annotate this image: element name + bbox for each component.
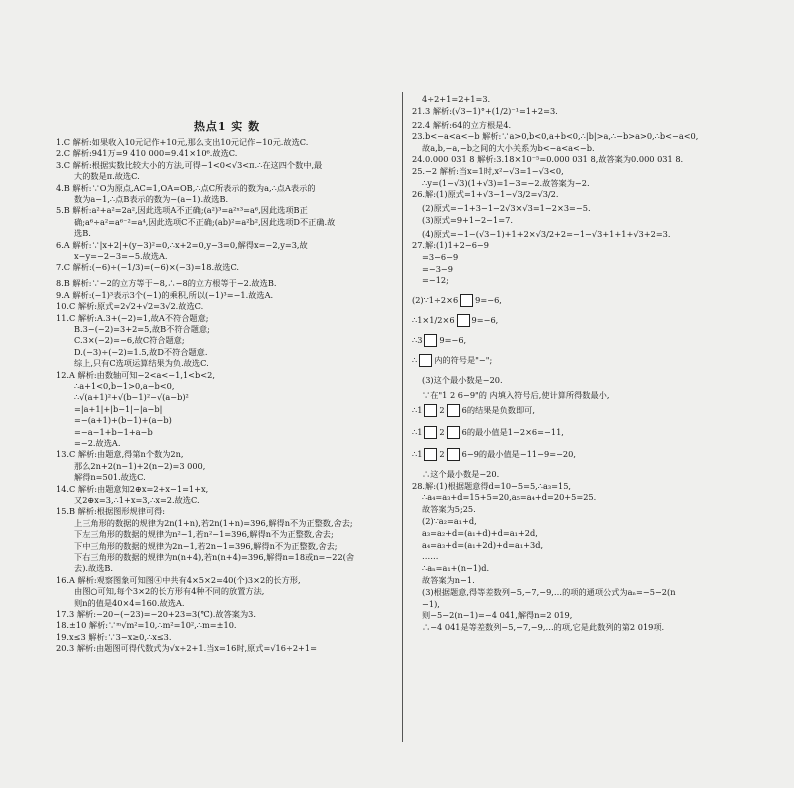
expr-text: ∴1 [412, 404, 423, 415]
box-expression-line [412, 447, 576, 462]
right-text-line: 故a,b,−a,−b之间的大小关系为b<−a<a<−b. [422, 142, 595, 153]
right-text-line: =3−6−9 [422, 252, 459, 262]
left-text-line: 8.B 解析:∵−2的立方等于−8,∴−8的立方根等于−2.故选B. [56, 278, 277, 289]
left-text-line: B.3−(−2)=3+2=5,故B不符合题意; [74, 324, 210, 334]
left-text-line: 4.B 解析:∵O为原点,AC=1,OA=OB,∴点C所表示的数为a,∴点A表示的 [56, 182, 316, 193]
left-text-line: 由图○可知,每个3×2的长方形有4种不同的放置方法, [74, 586, 265, 597]
right-text-line: …… [422, 551, 439, 562]
left-text-line: 下中三角形的数据的规律为2n−1,若2n−1=396,解得n不为正整数,舍去; [74, 540, 338, 551]
right-text-line: a₃=a₂+d=(a₁+d)+d=a₁+2d, [422, 527, 538, 538]
right-text-line: ∴a₄=a₃+d=15+5=20,a₅=a₄+d=20+5=25. [422, 492, 597, 503]
right-text-line: 故答案为n−1. [422, 575, 475, 585]
blank-box [424, 334, 437, 347]
right-text-line: (3)根据题意,得等差数列−5,−7,−9,…的项的通项公式为aₙ=−5−2(n [422, 586, 676, 597]
box-expression-line [412, 425, 564, 440]
expr-text: 9=−6, [471, 314, 499, 325]
left-text-line: 又2⊕x=3,∴1+x=3,∴x=2.故选C. [74, 495, 200, 505]
box-expression-line [412, 313, 498, 328]
right-text-line: 4÷2+1=2+1=3. [422, 94, 491, 104]
expr-text: 6的结果是负数即可, [461, 404, 535, 415]
right-text-line: 25.−2 解析:当x=1时,x²−√3=1−√3<0, [412, 166, 564, 176]
right-text-line: 24.0.000 031 8 解析:3.18×10⁻⁵=0.000 031 8,故答案为0.000 031 8. [412, 154, 684, 165]
right-text-line: 26.解:(1)原式=1+√3−1−√3/2=√3/2. [412, 189, 559, 200]
left-text-line: 下左三角形的数据的规律为n²−1,若n²−1=396,解得n不为正整数,舍去; [74, 529, 334, 540]
left-text-line: x−y=−2−3=−5.故选A. [74, 251, 168, 261]
left-text-line: ∴√(a+1)²+√(b−1)²−√(a−b)² [74, 392, 189, 403]
expr-text: ∴ [412, 354, 418, 365]
expr-text: (2)∵1÷2×6 [412, 294, 459, 305]
left-text-line: 13.C 解析:由题意,得第n个数为2n, [56, 449, 184, 460]
section-title: 热点1 实 数 [193, 120, 261, 133]
left-text-line: 2.C 解析:941万=9 410 000=9.41×10⁶.故选C. [56, 148, 238, 159]
right-text-line: 则−5−2(n−1)=−4 041,解得n=2 019, [422, 610, 573, 621]
left-text-line: 18.±10 解析:∵ᵐ√m²=10,∴m²=10²,∴m=±10. [56, 620, 237, 631]
left-text-line: 20.3 解析:由题图可得代数式为√x÷2+1.当x=16时,原式=√16÷2+1= [56, 643, 317, 654]
right-text-line: =−3−9 [422, 263, 453, 274]
left-text-line: 5.B 解析:a²+a²=2a²,因此选项A不正确;(a²)³=a²ˣ³=a⁶,因此选项B正 [56, 205, 308, 216]
blank-box [419, 354, 432, 367]
blank-box [447, 404, 460, 417]
expr-text: ∴1 [412, 426, 423, 437]
left-text-line: 上三角形的数据的规律为2n(1+n),若2n(1+n)=396,解得n不为正整数,舍去; [74, 517, 353, 528]
left-text-line: 9.A 解析:(−1)³表示3个(−1)的乘积,所以(−1)³=−1.故选A. [56, 289, 274, 300]
expr-text: 6−9的最小值是−11−9=−20, [461, 448, 576, 459]
expr-text: 2 [439, 448, 445, 459]
box-expression-line [412, 403, 535, 418]
box-expression-line [412, 353, 492, 368]
right-text-line: ∴这个最小数是−20. [422, 468, 500, 479]
right-text-line: a₄=a₃+d=(a₁+2d)+d=a₁+3d, [422, 539, 544, 550]
expr-text: 内的符号是"−"; [434, 354, 493, 365]
expr-text: ∴1×1/2×6 [412, 314, 455, 325]
left-text-line: 下右三角形的数据的规律为n(n+4),若n(n+4)=396,解得n=18或n=−22(舍 [74, 552, 355, 562]
right-text-line: (2)∵a₂=a₁+d, [422, 516, 477, 526]
expr-text: 2 [439, 404, 445, 415]
right-text-line: (2)原式=−1+3−1−2√3×√3=1−2×3=−5. [422, 203, 591, 214]
expr-text: 9=−6, [475, 294, 502, 305]
blank-box [457, 314, 470, 327]
left-text-line: C.3×(−2)=−6,故C符合题意; [74, 335, 185, 346]
left-text-line: 6.A 解析:∵|x+2|+(y−3)²=0,∴x+2=0,y−3=0,解得x=−2,y=3,故 [56, 239, 308, 250]
left-text-line: 15.B 解析:根据图形规律可得: [56, 506, 166, 517]
right-text-line: =−12; [422, 275, 449, 286]
expr-text: 2 [439, 426, 445, 437]
blank-box [424, 404, 437, 417]
expr-text: 6的最小值是1−2×6=−11, [461, 426, 564, 437]
left-text-line: 则n的值是40×4=160.故选A. [74, 597, 185, 608]
right-text-line: (3)这个最小数是−20. [422, 374, 503, 385]
left-text-line: =−2.故选A. [74, 438, 121, 448]
right-text-line: (4)原式=−1−(√3−1)+1+2×√3/2+2=−1−√3+1+1+√3+2=3. [422, 228, 671, 239]
right-text-line: −1), [422, 598, 440, 609]
right-text-line: ∴−4 041是等差数列−5,−7,−9,…的项,它是此数列的第2 019项. [422, 622, 665, 633]
right-text-line: 22.4 解析:64的立方根是4. [412, 119, 512, 130]
left-text-line: 3.C 解析:根据实数比较大小的方法,可得−1<0<√3<π.∴在这四个数中,最 [56, 159, 323, 170]
left-text-line: 7.C 解析:(−6)÷(−1/3)=(−6)×(−3)=18.故选C. [56, 262, 240, 273]
left-text-line: 12.A 解析:由数轴可知−2<a<−1,1<b<2, [56, 369, 215, 380]
left-text-line: =−(a+1)+(b−1)+(a−b) [74, 415, 172, 426]
left-text-line: 17.3 解析:−20−(−23)=−20+23=3(℃).故答案为3. [56, 609, 256, 619]
blank-box [447, 426, 460, 439]
left-text-line: ∴a+1<0,b−1>0,a−b<0, [74, 381, 175, 391]
blank-box [424, 448, 437, 461]
blank-box [424, 426, 437, 439]
box-expression-line [412, 293, 502, 308]
left-text-line: 数为a−1,∴点B表示的数为−(a−1).故选B. [74, 194, 229, 204]
right-text-line: 21.3 解析:(√3−1)°+(1/2)⁻¹=1+2=3. [412, 105, 558, 116]
left-text-line: 解得n=501.故选C. [74, 472, 146, 483]
left-text-line: 10.C 解析:原式=2√2+√2=3√2.故选C. [56, 301, 204, 312]
left-text-line: 综上,只有C选项运算结果为负.故选C. [74, 358, 209, 369]
right-text-line: 27.解:(1)1+2−6−9 [412, 240, 489, 251]
box-expression-line [412, 333, 466, 348]
right-text-line: 23.b<−a<a<−b 解析:∵a>0,b<0,a+b<0,∴|b|>a,∴−b>a>0,∴b<−a<0, [412, 131, 699, 142]
left-text-line: D.(−3)÷(−2)=1.5,故D不符合题意. [74, 346, 208, 357]
left-text-line: =−a−1+b−1+a−b [74, 426, 153, 437]
right-text-line: (3)原式=9+1−2−1=7. [422, 214, 513, 225]
right-text-line: 28.解:(1)根据题意得d=10−5=5,∴a₃=15, [412, 480, 572, 491]
left-text-line: 14.C 解析:由题意知2⊕x=2+x−1=1+x, [56, 483, 209, 494]
expr-text: ∴1 [412, 448, 423, 459]
right-text-line: 故答案为5;25. [422, 504, 476, 515]
left-text-line: 大的数是π.故选C. [74, 171, 140, 182]
left-text-line: 选B. [74, 228, 91, 239]
left-text-line: 19.x≤3 解析:∵3−x≥0,∴x≤3. [56, 631, 172, 642]
right-text-line: ∴y=(1−√3)(1+√3)=1−3=−2.故答案为−2. [422, 177, 590, 188]
left-text-line: 16.A 解析:观察图象可知图④中共有4×5×2=40(个)3×2的长方形, [56, 574, 301, 585]
column-divider [402, 92, 403, 742]
left-text-line: 去).故选B. [74, 563, 113, 574]
right-text-line: ∵在"1 2 6−9"的 内填入符号后,使计算所得数最小, [422, 389, 610, 400]
expr-text: ∴3 [412, 334, 423, 345]
blank-box [447, 448, 460, 461]
expr-text: 9=−6, [439, 334, 467, 345]
left-text-line: =|a+1|+|b−1|−|a−b| [74, 403, 163, 414]
right-text-line: ∴aₙ=a₁+(n−1)d. [422, 563, 490, 574]
left-text-line: 11.C 解析:A.3+(−2)=1,故A不符合题意; [56, 312, 209, 323]
left-text-line: 1.C 解析:如果收入10元记作+10元,那么支出10元记作−10元.故选C. [56, 137, 309, 147]
left-text-line: 那么2n+2(n−1)+2(n−2)=3 000, [74, 460, 206, 471]
left-text-line: 确;a⁶÷a²=a⁶⁻²=a⁴,因此选项C不正确;(ab)²=a²b²,因此选项D不正确.故 [74, 216, 336, 227]
blank-box [460, 294, 473, 307]
